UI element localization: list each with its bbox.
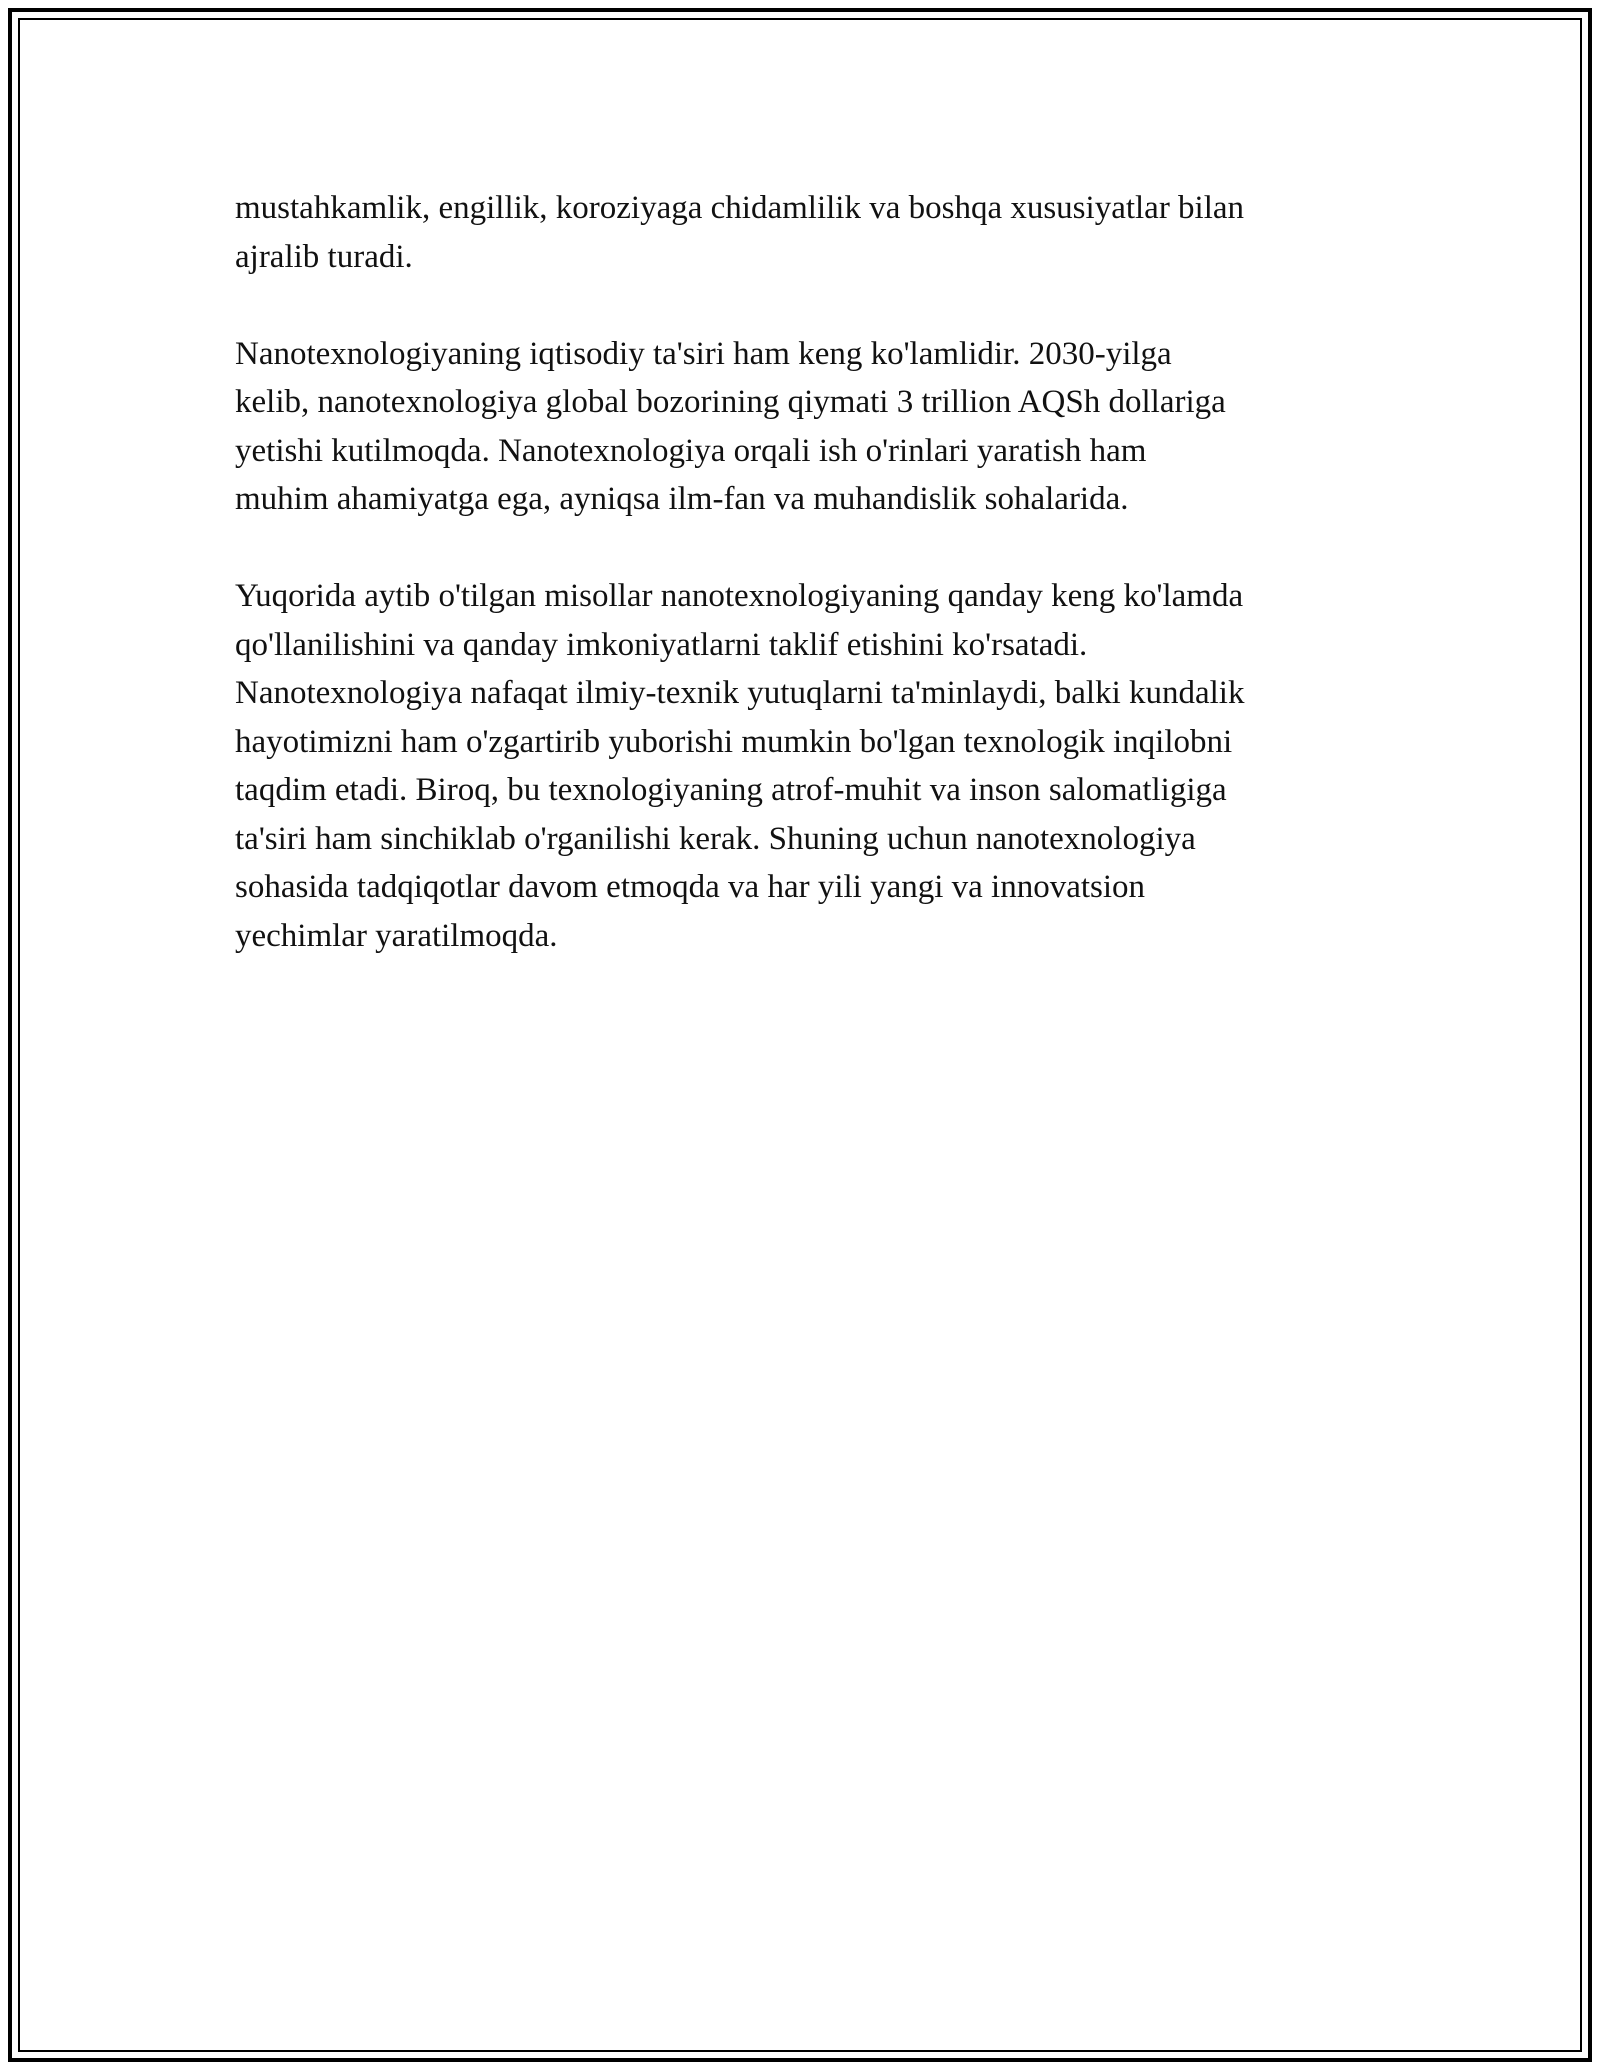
document-body: [235, 184, 1385, 1009]
paragraph-1: mustahkamlik, engillik, koroziyaga chidamlilik va boshqa xususiyatlar bilan ajralib turadi.: [235, 190, 1245, 275]
paragraph-2: Nanotexnologiyaning iqtisodiy ta'siri ham keng ko'lamlidir. 2030-yilga kelib, nanotexnologiya global bozorining qiymati 3 trillion AQSh dollariga yetishi kutilmoqda. Nanotexnologiya orqali ish o'rinlari yaratish ham muhim ahamiyatga ega, ayniqsa ilm-fan va muhandislik sohalarida.: [235, 335, 1226, 517]
paragraph-3: Yuqorida aytib o'tilgan misollar nanotexnologiyaning qanday keng ko'lamda qo'llanilishini va qanday imkoniyatlarni taklif etishini ko'rsatadi. Nanotexnologiya nafaqat ilmiy-texnik yutuqlarni ta'minlaydi, balki kundalik hayotimizni ham o'zgartirib yuborishi mumkin bo'lgan texnologik inqilobni taqdim etadi. Biroq, bu texnologiyaning atrof-muhit va inson salomatligiga ta'siri ham sinchiklab o'rganilishi kerak. Shuning uchun nanotexnologiya sohasida tadqiqotlar davom etmoqda va har yili yangi va innovatsion yechimlar yaratilmoqda.: [235, 578, 1245, 954]
